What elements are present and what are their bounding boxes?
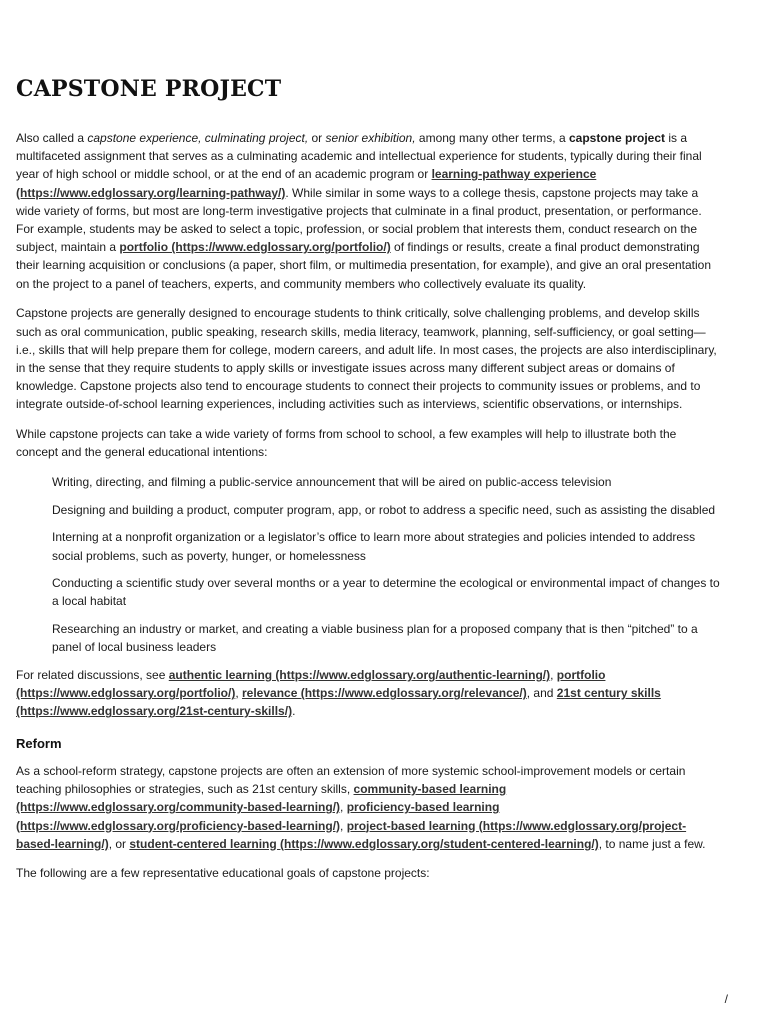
- reform-paragraph: [16, 762, 720, 853]
- list-item: Conducting a scientific study over several months or a year to determine the ecological or environmental impact of changes to a local habitat: [52, 576, 720, 609]
- text-span: , to name just a few.: [598, 836, 706, 851]
- link-authentic-learning[interactable]: authentic learning (https://www.edglossary.org/authentic-learning/): [168, 668, 551, 683]
- text-span: .: [292, 704, 296, 719]
- link-learning-pathway[interactable]: learning-pathway experience (https://www.edglossary.org/learning-pathway/): [16, 167, 597, 200]
- text-span: is a multifaceted assignment that serves as a culminating academic and intellectual experience for students, typically during their final year of high school or middle school, or at the end of an academic program or: [16, 131, 702, 182]
- text-span: , or: [108, 836, 130, 851]
- text-span: or: [308, 131, 326, 145]
- list-item: Writing, directing, and filming a public-service announcement that will be aired on public-access television: [52, 474, 612, 489]
- section-heading-reform: Reform: [16, 735, 62, 751]
- text-span: ,: [550, 668, 557, 683]
- goals-paragraph: Capstone projects are generally designed to encourage students to think critically, solve challenging problems, and develop skills such as oral communication, public speaking, research skills, media literacy, teamwork, planning, self-sufficiency, or goal setting—i.e., skills that will help prepare them for college, modern careers, and adult life. In most cases, the projects are also interdisciplinary, in the sense that they require students to apply skills or investigate issues across many different subject areas or domains of knowledge. Capstone projects also tend to encourage students to connect their projects to community issues or problems, and to integrate outside-of-school learning experiences, including activities such as interviews, scientific observations, or internships.: [16, 306, 717, 412]
- list-item: Designing and building a product, computer program, app, or robot to address a specific need, such as assisting the disabled: [52, 502, 716, 517]
- representative-goals-paragraph: The following are a few representative educational goals of capstone projects:: [16, 866, 430, 881]
- link-portfolio[interactable]: portfolio (https://www.edglossary.org/portfolio/): [16, 668, 606, 701]
- page-title: CAPSTONE PROJECT: [16, 76, 282, 102]
- link-portfolio[interactable]: portfolio (https://www.edglossary.org/portfolio/): [119, 240, 391, 255]
- link-relevance[interactable]: relevance (https://www.edglossary.org/relevance/): [242, 686, 527, 701]
- text-span: , and: [526, 686, 557, 701]
- page-footer-mark: /: [724, 992, 728, 1006]
- link-proficiency-based-learning[interactable]: proficiency-based learning (https://www.edglossary.org/proficiency-based-learning/): [16, 800, 500, 833]
- examples-intro-paragraph: While capstone projects can take a wide variety of forms from school to school, a few examples will help to illustrate both the concept and the general educational intentions:: [16, 427, 677, 460]
- text-span: . While similar in some ways to a college thesis, capstone projects may take a wide variety of forms, but most are long-term investigative projects that culminate in a final product, presentation, or performance. For example, students may be asked to select a topic, profession, or social problem that interests them, conduct research on the subject, maintain a: [16, 185, 702, 255]
- text-span: of findings or results, create a final product demonstrating their learning acquisition or conclusions (a paper, short film, or multimedia presentation, for example), and give an oral presentation on the project to a panel of teachers, experts, and community members who collectively evaluate its quality.: [16, 240, 712, 291]
- italic-term: capstone experience, culminating project,: [87, 131, 309, 145]
- text-span: For related discussions, see: [16, 668, 169, 683]
- article-body: [16, 129, 720, 894]
- text-span: ,: [340, 800, 347, 815]
- related-discussions-paragraph: [16, 666, 720, 721]
- italic-term: senior exhibition,: [325, 131, 416, 145]
- link-community-based-learning[interactable]: community-based learning (https://www.edglossary.org/community-based-learning/): [16, 782, 507, 815]
- bold-term: capstone project: [568, 131, 666, 145]
- link-21st-century-skills[interactable]: 21st century skills (https://www.edglossary.org/21st-century-skills/): [16, 686, 661, 719]
- text-span: ,: [235, 686, 242, 701]
- intro-paragraph: [16, 129, 720, 293]
- text-span: ,: [340, 818, 347, 833]
- list-item: Researching an industry or market, and creating a viable business plan for a proposed company that is then “pitched” to a panel of local business leaders: [52, 622, 698, 655]
- text-span: among many other terms, a: [415, 131, 569, 145]
- link-student-centered-learning[interactable]: student-centered learning (https://www.edglossary.org/student-centered-learning/): [129, 836, 599, 851]
- examples-list: [16, 473, 720, 657]
- text-span: As a school-reform strategy, capstone projects are often an extension of more systemic school-improvement models or certain teaching philosophies or strategies, such as 21st century skills,: [16, 763, 686, 797]
- link-project-based-learning[interactable]: project-based learning (https://www.edglossary.org/project-based-learning/): [16, 818, 687, 851]
- list-item: Interning at a nonprofit organization or a legislator’s office to learn more about strategies and policies intended to address social problems, such as poverty, hunger, or homelessness: [52, 530, 696, 563]
- text-span: Also called a: [16, 131, 88, 145]
